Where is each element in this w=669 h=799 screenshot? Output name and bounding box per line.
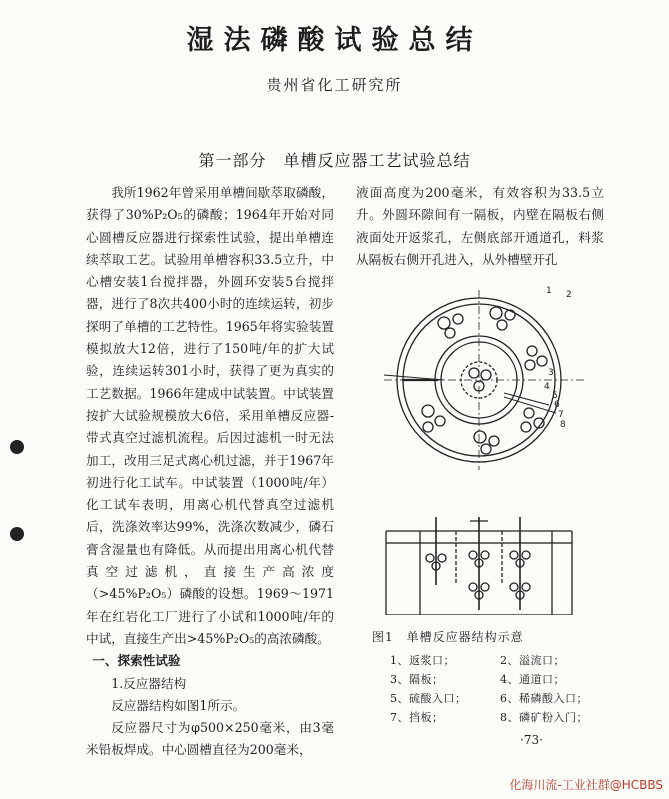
body-paragraph: 液面高度为200毫米，有效容积为33.5立升。外圆环隙间有一隔板，内壁在隔板右侧液面处开返浆孔，左侧底部开通道孔，料浆从隔板右侧开孔进入，从外槽壁开孔 — [356, 185, 604, 267]
agitator — [474, 431, 499, 454]
legend-item: 5、硫酸入口； — [390, 692, 467, 705]
callout-label: 5 — [552, 391, 558, 401]
callout-label: 3 — [548, 368, 554, 378]
author-institute: 贵州省化工研究所 — [266, 76, 403, 94]
left-column — [86, 182, 334, 762]
page-number: ·73· — [520, 733, 543, 747]
watermark: 化海川流-工业社群@HCBBS — [509, 778, 663, 792]
subsection-heading: 1.反应器结构 — [111, 675, 187, 691]
callout-label: 8 — [560, 420, 566, 430]
body-paragraph: 反应器结构如图1所示。 — [111, 697, 246, 713]
legend-item: 3、隔板； — [390, 673, 444, 686]
article-title: 湿法磷酸试验总结 — [186, 25, 483, 56]
section-heading: 一、探索性试验 — [92, 653, 181, 669]
legend-row — [390, 671, 610, 687]
callout-label: 4 — [544, 382, 550, 392]
section-title: 第一部分 单槽反应器工艺试验总结 — [198, 151, 471, 170]
legend-item: 4、通道口； — [500, 673, 565, 686]
callout-label: 1 — [546, 286, 552, 296]
right-column — [356, 182, 604, 271]
legend-row — [390, 690, 610, 706]
agitator — [422, 405, 445, 432]
legend-item: 1、返浆口； — [390, 654, 455, 667]
agitator — [525, 346, 547, 370]
legend-item: 2、溢流口； — [500, 654, 565, 667]
reactor-diagram — [384, 285, 584, 615]
legend-row — [390, 652, 610, 668]
body-paragraph: 反应器尺寸为φ500×250毫米，由3毫米铅板焊成。中心圆槽直径为200毫米， — [86, 720, 334, 758]
legend-item: 7、挡板； — [390, 711, 444, 724]
legend-row — [390, 709, 610, 725]
legend-item: 6、稀磷酸入口； — [500, 692, 588, 705]
binding-hole — [10, 527, 24, 541]
legend-item: 8、磷矿粉入门； — [500, 711, 588, 724]
agitator — [490, 307, 515, 330]
callout-label: 2 — [566, 290, 572, 300]
callout-label: 6 — [554, 400, 560, 410]
binding-hole — [10, 440, 24, 454]
agitator — [521, 408, 544, 432]
agitator — [438, 314, 463, 338]
callout-label: 7 — [558, 410, 564, 420]
body-paragraph: 我所1962年曾采用单槽间歇萃取磷酸，获得了30%P₂O₅的磷酸；1964年开始对同心圆槽反应器进行探索性试验，提出单槽连续萃取工艺。试验用单槽容积33.5立升，中心槽安装1台搅拌器，外圆环安装5台搅拌器，进行了8次共400小时的连续运转，初步探明了单槽的工艺特性。1965年将实验装置模拟放大12倍，进行了150吨/年的扩大试验，连续运转301小时，获得了更为真实的工艺数据。1966年建成中试装置。中试装置按扩大试验规模放大6倍，采用单槽反应器-带式真空过滤机流程。后因过滤机一时无法加工，改用三足式离心机过滤，并于1967年初进行化工试车。中试装置（1000吨/年）化工试车表明，用离心机代替真空过滤机后，洗涤效率达99%，洗涤次数减少，磷石膏含湿量也有降低。从而提出用离心机代替真空过滤机，直接生产高浓度（>45%P₂O₅）磷酸的设想。1969～1971年在红岩化工厂进行了小试和1000吨/年的中试，直接生产出>45%P₂O₅的高浓磷酸。 — [86, 185, 334, 646]
figure-caption: 图1 单槽反应器结构示意 — [372, 630, 524, 644]
